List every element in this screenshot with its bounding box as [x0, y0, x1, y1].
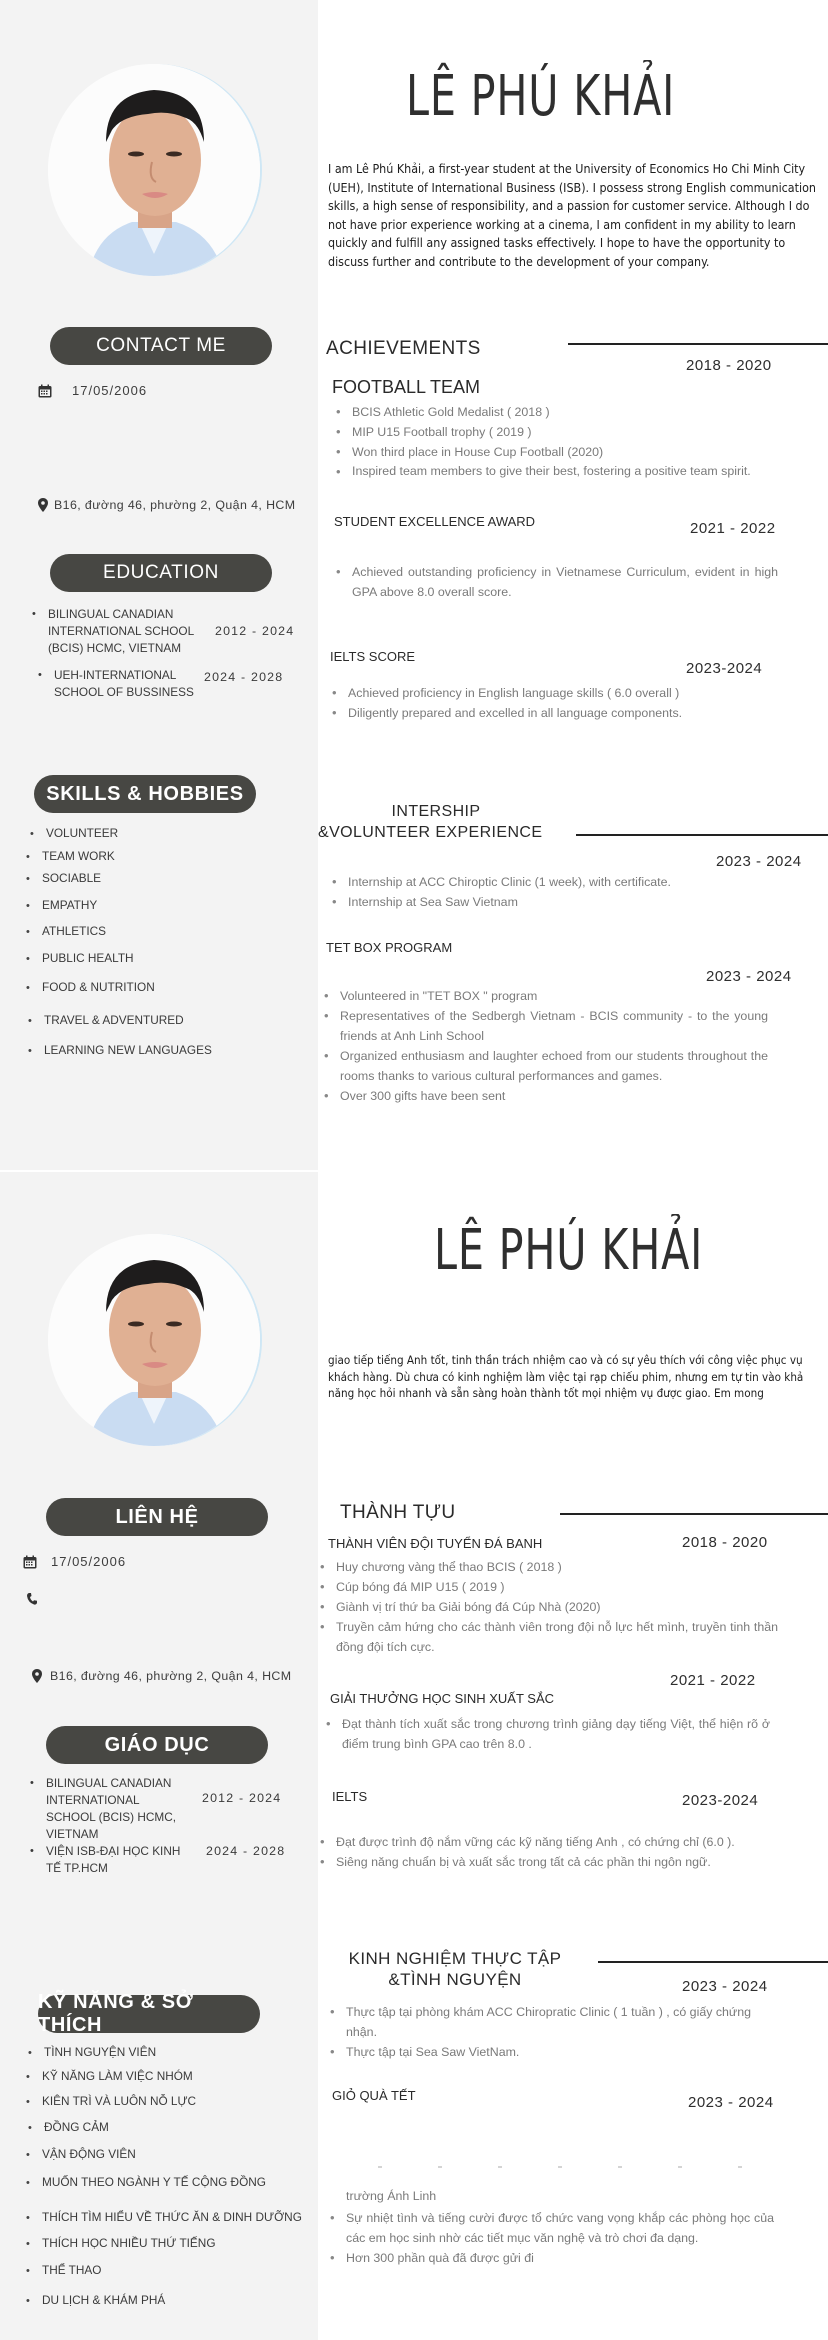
school-name: VIỆN ISB-ĐẠI HỌC KINH TẾ TP.HCM — [46, 1844, 181, 1875]
tetbox-title: TET BOX PROGRAM — [326, 940, 453, 955]
football-years: 2018 - 2020 — [682, 1534, 768, 1551]
calendar-icon — [23, 1555, 37, 1569]
candidate-name: LÊ PHÚ KHẢI — [434, 1218, 704, 1283]
skill-item: • FOOD & NUTRITION — [26, 980, 155, 994]
school-years: 2012 - 2024 — [215, 624, 295, 638]
tetbox-title: GIỎ QUÀ TẾT — [332, 2088, 416, 2103]
profile-summary: I am Lê Phú Khải, a first-year student at the University of Economics Ho Chi Minh City (UEH), Institute of International Business (ISB). I possess strong English communication skills, a high sense of responsibility, and a passion for customer service. Although I do not have prior experience working at a cinema, I am confident in my ability to learn quickly and fulfill any assigned tasks effectively. I hope to have the opportunity to discuss further and contribute to the development of your company. — [328, 161, 816, 269]
profile-photo — [48, 1234, 260, 1446]
bullet: • — [38, 669, 42, 681]
education-heading: GIÁO DỤC — [46, 1726, 268, 1764]
internship-years: 2023 - 2024 — [682, 1978, 768, 1995]
school-name: BILINGUAL CANADIAN INTERNATIONAL SCHOOL (BCIS) HCMC, VIETNAM — [48, 607, 194, 655]
bullet-item: • Cúp bóng đá MIP U15 ( 2019 ) — [318, 1577, 778, 1597]
bullet-item: • Achieved outstanding proficiency in Vietnamese Curriculum, evident in high GPA above 8.0 overall score. — [334, 562, 778, 602]
skill-item: • KIÊN TRÌ VÀ LUÔN NỖ LỰC — [26, 2094, 196, 2108]
birthdate-value: 17/05/2006 — [72, 383, 148, 398]
phone-icon — [25, 1592, 39, 1606]
portrait-illustration — [48, 1234, 260, 1446]
bullet-item: • Internship at Sea Saw Vietnam — [330, 892, 800, 912]
bullet: • — [30, 1777, 34, 1789]
skill-item: • TÌNH NGUYỆN VIÊN — [28, 2045, 156, 2059]
bullet-item: • Hơn 300 phần quà đã được gửi đi — [328, 2248, 774, 2268]
bullet-item: • Organized enthusiasm and laughter echoed from our students throughout the rooms thanks to various cultural performances and games. — [322, 1046, 768, 1086]
experience-heading-line2: &TÌNH NGUYỆN — [388, 1970, 522, 1989]
education-item — [32, 606, 295, 657]
ielts-bullets — [318, 1832, 818, 1872]
ielts-years: 2023-2024 — [682, 1792, 759, 1809]
achievements-heading: ACHIEVEMENTS — [326, 338, 481, 359]
school-name: BILINGUAL CANADIAN INTERNATIONAL SCHOOL (BCIS) HCMC, VIETNAM — [46, 1776, 176, 1841]
bullet-item: • Won third place in House Cup Football (2020) — [334, 442, 784, 462]
address-row — [30, 1669, 292, 1683]
bullet-item: • Sự nhiệt tình và tiếng cười được tổ chức vang vọng khắp các phòng học của các em học sinh nhờ các tiết mục văn nghệ và trò chơi đa dạng. — [328, 2208, 774, 2248]
excellence-title: STUDENT EXCELLENCE AWARD — [334, 514, 536, 529]
skill-item: • KỸ NĂNG LÀM VIỆC NHÓM — [26, 2069, 193, 2083]
football-bullets — [334, 402, 784, 481]
bullet-item: • Đạt thành tích xuất sắc trong chương trình giảng dạy tiếng Việt, thể hiện rõ ở điểm trung bình GPA cao trên 8.0 . — [324, 1714, 770, 1754]
phone-row — [25, 1592, 53, 1606]
skill-item: • THỂ THAO — [26, 2263, 101, 2277]
ielts-years: 2023-2024 — [686, 660, 763, 677]
skill-item: • SOCIABLE — [26, 871, 101, 885]
skill-item: • VẬN ĐỘNG VIÊN — [26, 2147, 136, 2161]
experience-heading-line1: INTERSHIP — [391, 803, 481, 820]
contact-heading: LIÊN HỆ — [46, 1498, 268, 1536]
education-item — [30, 1775, 282, 1843]
skill-item: • LEARNING NEW LANGUAGES — [28, 1043, 212, 1057]
skill-item: • TRAVEL & ADVENTURED — [28, 1013, 184, 1027]
skill-item: • PUBLIC HEALTH — [26, 951, 134, 965]
section-divider — [560, 1513, 828, 1515]
section-divider — [576, 834, 828, 836]
calendar-icon — [38, 384, 52, 398]
bullet-item: • Inspired team members to give their best, fostering a positive team spirit. — [334, 462, 784, 481]
school-years: 2024 - 2028 — [204, 670, 284, 684]
bullet-item: • Giành vị trí thứ ba Giải bóng đá Cúp Nhà (2020) — [318, 1597, 778, 1617]
birthdate-row — [38, 383, 147, 398]
map-pin-icon — [36, 498, 50, 512]
bullet-item: • Thực tập tại Sea Saw VietNam. — [328, 2042, 768, 2062]
football-title: THÀNH VIÊN ĐỘI TUYỂN ĐÁ BANH — [328, 1536, 543, 1551]
map-pin-icon — [30, 1669, 44, 1683]
football-bullets — [318, 1557, 778, 1657]
bullet: • — [30, 1845, 34, 1857]
skill-item: • DU LỊCH & KHÁM PHÁ — [26, 2293, 165, 2307]
birthdate-row — [23, 1554, 126, 1569]
bullet-item: • Diligently prepared and excelled in all language components. — [330, 703, 800, 723]
profile-summary: giao tiếp tiếng Anh tốt, tinh thần trách nhiệm cao và có sự yêu thích với công việc phục vụ khách hàng. Dù chưa có kinh nghiệm làm việc tại rạp chiếu phim, nhưng em tự tin vào khả năng học hỏi nhanh và sẵn sàng hoàn thành tốt mọi nhiệm vụ được giao. Em mong — [328, 1353, 804, 1401]
education-heading: EDUCATION — [50, 554, 272, 592]
tetbox-bullets — [328, 2208, 774, 2268]
bullet-item: • BCIS Athletic Gold Medalist ( 2018 ) — [334, 402, 784, 422]
skills-heading: KỸ NĂNG & SỞ THÍCH — [38, 1995, 260, 2033]
experience-heading — [330, 1948, 580, 1990]
bullet-item: • Achieved proficiency in English language skills ( 6.0 overall ) — [330, 683, 800, 703]
bullet-item: • Truyền cảm hứng cho các thành viên trong đội nỗ lực hết mình, truyền tinh thần đồng đội tích cực. — [318, 1617, 778, 1657]
address-value: B16, đường 46, phường 2, Quận 4, HCM — [54, 498, 296, 512]
football-title: FOOTBALL TEAM — [332, 377, 481, 397]
contact-heading: CONTACT ME — [50, 327, 272, 365]
bullet-item: • Volunteered in "TET BOX " program — [322, 986, 768, 1006]
excellence-bullets — [324, 1714, 770, 1754]
school-years: 2024 - 2028 — [206, 1844, 286, 1858]
bullet-item: • Đạt được trình độ nắm vững các kỹ năng tiếng Anh , có chứng chỉ (6.0 ). — [318, 1832, 818, 1852]
ielts-title: IELTS — [332, 1789, 368, 1804]
skill-item: • MUỐN THEO NGÀNH Y TẾ CỘNG ĐỒNG — [26, 2175, 266, 2189]
birthdate-value: 17/05/2006 — [51, 1554, 127, 1569]
skill-item: • THÍCH HỌC NHIỀU THỨ TIẾNG — [26, 2236, 216, 2250]
school-name: UEH-INTERNATIONAL SCHOOL OF BUSSINESS — [54, 668, 194, 699]
bullet-item: • Siêng năng chuẩn bị và xuất sắc trong tất cả các phần thi ngôn ngữ. — [318, 1852, 818, 1872]
bullet-item: • Thực tập tại phòng khám ACC Chiropratic Clinic ( 1 tuần ) , có giấy chứng nhận. — [328, 2002, 768, 2042]
bullet-continuation: trường Ánh Linh — [346, 2189, 437, 2203]
bullet-item: • Over 300 gifts have been sent — [322, 1086, 768, 1106]
skill-item: • THÍCH TÌM HIỂU VỀ THỨC ĂN & DINH DƯỠNG — [26, 2210, 302, 2224]
tetbox-years: 2023 - 2024 — [688, 2094, 774, 2111]
excellence-years: 2021 - 2022 — [670, 1672, 756, 1689]
experience-heading — [318, 801, 548, 843]
internship-years: 2023 - 2024 — [716, 853, 802, 870]
ielts-bullets — [330, 683, 800, 723]
education-item — [30, 1843, 286, 1877]
excellence-bullets — [334, 562, 778, 602]
bullet-item: • Representatives of the Sedbergh Vietnam - BCIS community - to the young friends at Anh Linh School — [322, 1006, 768, 1046]
internship-bullets — [328, 2002, 768, 2062]
experience-heading-line2: &VOLUNTEER EXPERIENCE — [318, 824, 543, 841]
skills-heading: SKILLS & HOBBIES — [34, 775, 256, 813]
bullet-item: • MIP U15 Football trophy ( 2019 ) — [334, 422, 784, 442]
resume-page-vietnamese — [0, 1172, 828, 2340]
football-years: 2018 - 2020 — [686, 357, 772, 374]
address-row — [36, 498, 296, 512]
excellence-title: GIẢI THƯỞNG HỌC SINH XUẤT SẮC — [330, 1691, 555, 1706]
candidate-name: LÊ PHÚ KHẢI — [406, 64, 676, 129]
bullet-item: • Huy chương vàng thể thao BCIS ( 2018 ) — [318, 1557, 778, 1577]
ielts-title: IELTS SCORE — [330, 649, 416, 664]
tetbox-bullets — [322, 986, 768, 1106]
internship-bullets — [330, 872, 800, 912]
skill-item: • TEAM WORK — [26, 849, 115, 863]
section-divider — [598, 1961, 828, 1963]
school-years: 2012 - 2024 — [202, 1791, 282, 1805]
profile-photo — [48, 64, 260, 276]
bullet: • — [32, 608, 36, 620]
address-value: B16, đường 46, phường 2, Quận 4, HCM — [50, 1669, 292, 1683]
skill-item: • ATHLETICS — [26, 924, 106, 938]
skill-item: • ĐỒNG CẢM — [28, 2120, 109, 2134]
bullet-item: • Internship at ACC Chiroptic Clinic (1 week), with certificate. — [330, 872, 800, 892]
education-item — [38, 667, 284, 701]
achievements-heading: THÀNH TỰU — [340, 1502, 456, 1523]
experience-heading-line1: KINH NGHIỆM THỰC TẬP — [348, 1949, 562, 1968]
skill-item: • VOLUNTEER — [30, 826, 118, 840]
portrait-illustration — [48, 64, 260, 276]
faded-text-artifact — [378, 2166, 798, 2168]
tetbox-years: 2023 - 2024 — [706, 968, 792, 985]
excellence-years: 2021 - 2022 — [690, 520, 776, 537]
section-divider — [568, 343, 828, 345]
skill-item: • EMPATHY — [26, 898, 97, 912]
